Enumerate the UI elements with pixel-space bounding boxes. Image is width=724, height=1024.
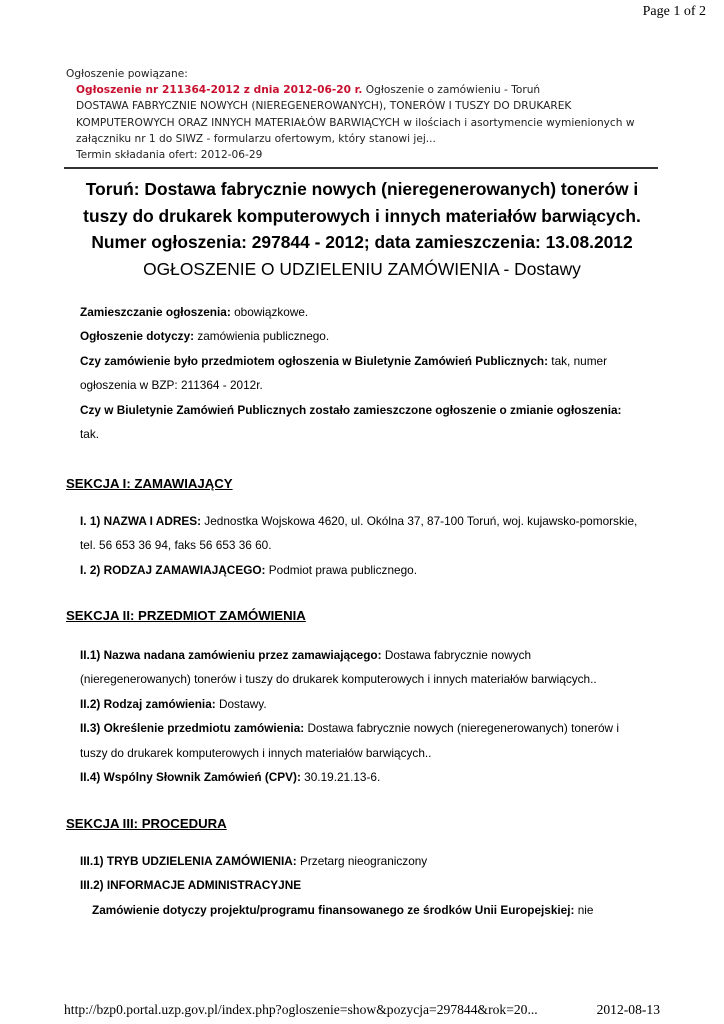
intro-block	[80, 300, 670, 446]
placement-value: obowiązkowe.	[230, 305, 309, 319]
related-line-3: KOMPUTEROWYCH ORAZ INNYCH MATERIAŁÓW BARWIĄCYCH w ilościach i asortymencie wymienionych w	[76, 116, 635, 129]
s2-desc-row	[80, 716, 670, 740]
s2-cpv-value: 30.19.21.13-6.	[300, 770, 381, 785]
s2-desc-value: Dostawa fabrycznie nowych (nieregenerowanych) tonerów i	[304, 721, 619, 736]
s1-name-row	[80, 509, 670, 533]
concerns-row	[80, 324, 670, 348]
section-1-heading: SEKCJA I: ZAMAWIAJĄCY	[66, 476, 233, 491]
s2-name-value-cont: (nieregenerowanych) tonerów i tuszy do drukarek komputerowych i innych materiałów barwiących..	[80, 672, 597, 687]
footer-date: 2012-08-13	[596, 1002, 660, 1017]
bzp-row	[80, 349, 670, 373]
s3-mode-row	[80, 849, 670, 873]
related-notice	[66, 66, 666, 163]
section-1-block	[80, 509, 670, 582]
s2-desc-value-cont: tuszy do drukarek komputerowych i innych materiałów barwiących..	[80, 745, 432, 760]
page-footer	[64, 1002, 660, 1018]
section-3-block	[80, 849, 670, 922]
s1-type-label: I. 2) RODZAJ ZAMAWIAJĄCEGO:	[80, 562, 266, 577]
s3-admin-label: III.2) INFORMACJE ADMINISTRACYJNE	[80, 878, 302, 893]
s2-kind-value: Dostawy.	[215, 696, 267, 711]
change-label: Czy w Biuletynie Zamówień Publicznych zostało zamieszczone ogłoszenie o zmianie ogłoszenia:	[80, 402, 622, 417]
s3-admin-row	[80, 873, 670, 897]
placement-row	[80, 300, 670, 324]
related-deadline: Termin składania ofert: 2012-06-29	[76, 149, 263, 162]
change-row	[80, 398, 670, 422]
related-line-4: załączniku nr 1 do SIWZ - formularzu ofertowym, który stanowi jej...	[76, 132, 436, 145]
page-title	[64, 176, 660, 282]
s2-cpv-label: II.4) Wspólny Słownik Zamówień (CPV):	[80, 770, 301, 785]
s1-type-row	[80, 558, 670, 582]
s2-kind-label: II.2) Rodzaj zamówienia:	[80, 696, 216, 711]
s1-name-value: Jednostka Wojskowa 4620, ul. Okólna 37, 87-100 Toruń, woj. kujawsko-pomorskie,	[201, 514, 638, 528]
concerns-value: zamówienia publicznego.	[194, 329, 330, 344]
divider	[64, 167, 658, 169]
related-notice-link[interactable]: Ogłoszenie nr 211364-2012 z dnia 2012-06-20 r.	[76, 84, 363, 97]
related-line-1-rest: Ogłoszenie o zamówieniu - Toruń	[362, 84, 541, 97]
title-line-2: tuszy do drukarek komputerowych i innych materiałów barwiących.	[83, 205, 641, 226]
section-2-heading: SEKCJA II: PRZEDMIOT ZAMÓWIENIA	[66, 608, 306, 623]
section-3-heading: SEKCJA III: PROCEDURA	[66, 816, 227, 831]
s3-mode-label: III.1) TRYB UDZIELENIA ZAMÓWIENIA:	[80, 854, 297, 868]
s2-name-value: Dostawa fabrycznie nowych	[381, 648, 532, 662]
s1-type-value: Podmiot prawa publicznego.	[265, 562, 417, 577]
s2-cpv-row	[80, 765, 670, 789]
s3-mode-value: Przetarg nieograniczony	[296, 854, 428, 868]
bzp-value: tak, numer	[548, 353, 608, 368]
related-line-2: DOSTAWA FABRYCZNIE NOWYCH (NIEREGENEROWANYCH), TONERÓW I TUSZY DO DRUKAREK	[76, 100, 572, 113]
title-line-3: Numer ogłoszenia: 297844 - 2012; data zamieszczenia: 13.08.2012	[91, 232, 633, 252]
bzp-label: Czy zamówienie było przedmiotem ogłoszenia w Biuletynie Zamówień Publicznych:	[80, 353, 549, 368]
bzp-value-cont: ogłoszenia w BZP: 211364 - 2012r.	[80, 378, 263, 393]
s2-desc-label: II.3) Określenie przedmiotu zamówienia:	[80, 721, 305, 736]
s1-name-value-cont: tel. 56 653 36 94, faks 56 653 36 60.	[80, 538, 272, 553]
change-value: tak.	[80, 427, 100, 442]
s3-eu-row	[80, 898, 670, 922]
s2-kind-row	[80, 692, 670, 716]
placement-label: Zamieszczanie ogłoszenia:	[80, 305, 231, 319]
related-line-1	[66, 82, 666, 98]
related-label: Ogłoszenie powiązane:	[66, 68, 188, 80]
footer-url[interactable]: http://bzp0.portal.uzp.gov.pl/index.php?ogloszenie=show&pozycja=297844&rok=20...	[64, 1002, 538, 1017]
title-line-1: Toruń: Dostawa fabrycznie nowych (nieregenerowanych) tonerów i	[85, 179, 639, 199]
s3-eu-label: Zamówienie dotyczy projektu/programu finansowanego ze środków Unii Europejskiej:	[92, 902, 575, 917]
s3-eu-value: nie	[574, 902, 594, 917]
section-2-block	[80, 643, 670, 789]
concerns-label: Ogłoszenie dotyczy:	[80, 329, 195, 344]
s1-name-label: I. 1) NAZWA I ADRES:	[80, 514, 202, 528]
s2-name-label: II.1) Nazwa nadana zamówieniu przez zamawiającego:	[80, 648, 382, 662]
page-number: Page 1 of 2	[642, 4, 706, 19]
title-subtitle: OGŁOSZENIE O UDZIELENIU ZAMÓWIENIA - Dostawy	[143, 258, 581, 279]
s2-name-row	[80, 643, 670, 667]
